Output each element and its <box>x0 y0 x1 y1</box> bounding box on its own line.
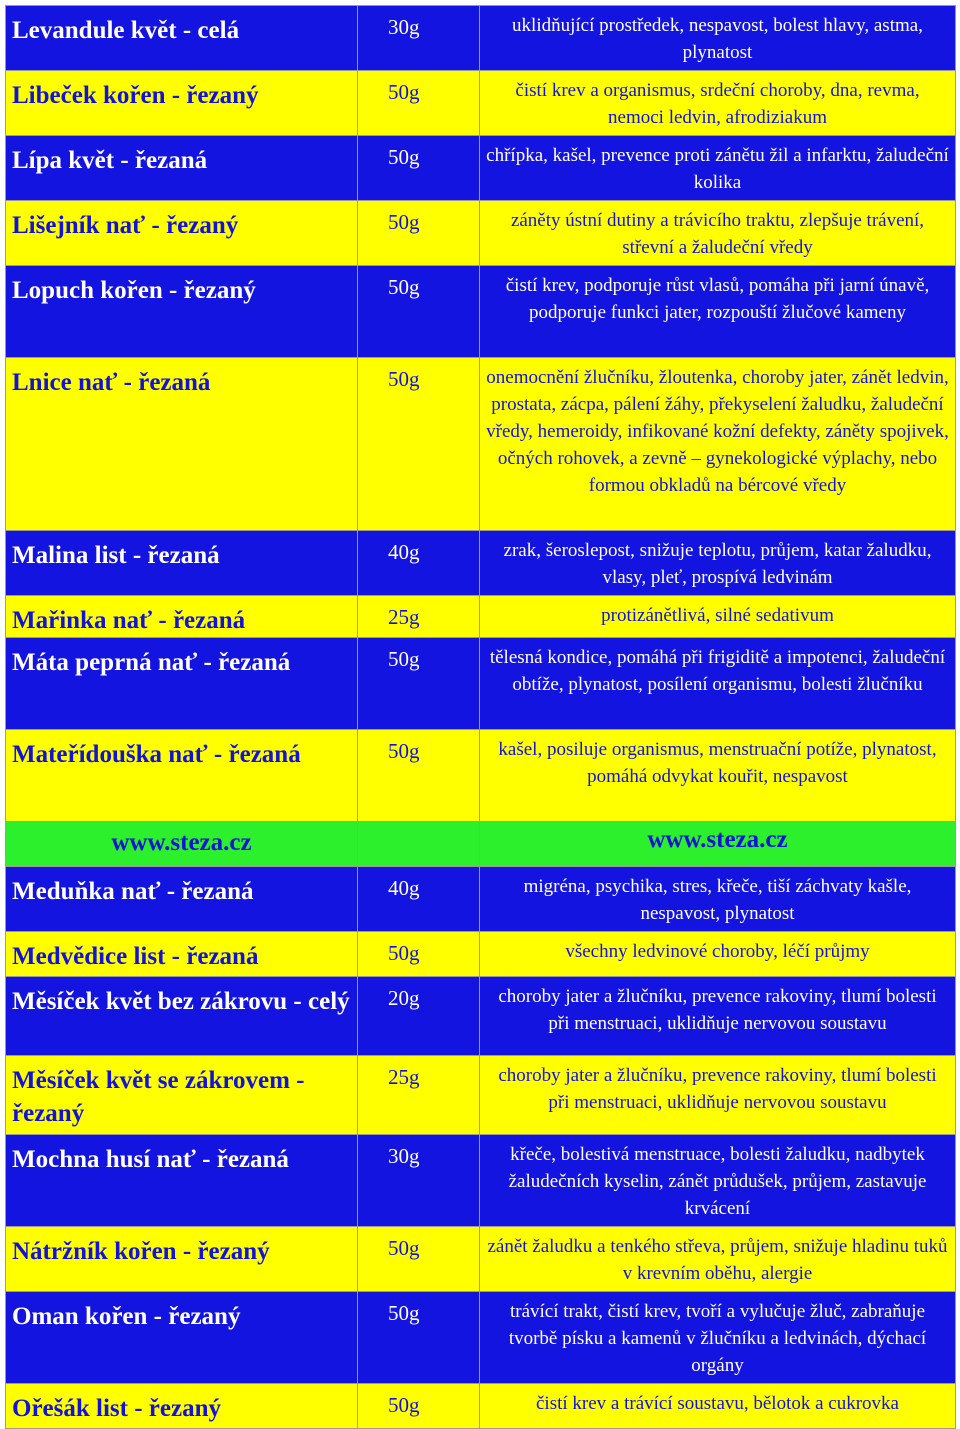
herb-uses: choroby jater a žlučníku, prevence rakoviny, tlumí bolesti při menstruaci, uklidňuje nervovou soustavu <box>480 1056 956 1135</box>
herb-uses: uklidňující prostředek, nespavost, bolest hlavy, astma, plynatost <box>480 6 956 71</box>
herb-quantity: 40g <box>358 867 480 932</box>
herb-name: Mateřídouška nať - řezaná <box>6 730 358 822</box>
herb-name: Mařinka nať - řezaná <box>6 596 358 638</box>
herb-uses: choroby jater a žlučníku, prevence rakoviny, tlumí bolesti při menstruaci, uklidňuje nervovou soustavu <box>480 977 956 1056</box>
herb-row <box>6 201 956 266</box>
website-banner-row <box>6 822 956 867</box>
herb-name: Oman kořen - řezaný <box>6 1292 358 1384</box>
herb-quantity <box>358 822 480 867</box>
herb-name: Lípa květ - řezaná <box>6 136 358 201</box>
herb-row <box>6 1056 956 1135</box>
herb-name: Ořešák list - řezaný <box>6 1384 358 1429</box>
herb-name: Máta peprná nať - řezaná <box>6 638 358 730</box>
herb-uses: zrak, šeroslepost, snižuje teplotu, průjem, katar žaludku, vlasy, pleť, prospívá ledvinám <box>480 531 956 596</box>
herb-uses: kašel, posiluje organismus, menstruační potíže, plynatost, pomáhá odvykat kouřit, nespavost <box>480 730 956 822</box>
website-link: www.steza.cz <box>6 822 358 867</box>
herb-quantity: 50g <box>358 730 480 822</box>
herb-row <box>6 266 956 358</box>
herb-uses: trávící trakt, čistí krev, tvoří a vylučuje žluč, zabraňuje tvorbě písku a kamenů v žlučníku a ledvinách, dýchací orgány <box>480 1292 956 1384</box>
herb-uses: zánět žaludku a tenkého střeva, průjem, snižuje hladinu tuků v krevním oběhu, alergie <box>480 1227 956 1292</box>
herb-quantity: 50g <box>358 136 480 201</box>
herb-row <box>6 6 956 71</box>
herb-quantity: 50g <box>358 638 480 730</box>
herb-name: Meduňka nať - řezaná <box>6 867 358 932</box>
herb-quantity: 50g <box>358 266 480 358</box>
herb-quantity: 50g <box>358 201 480 266</box>
herb-uses: všechny ledvinové choroby, léčí průjmy <box>480 932 956 977</box>
herb-quantity: 40g <box>358 531 480 596</box>
herb-quantity: 25g <box>358 596 480 638</box>
herb-quantity: 50g <box>358 71 480 136</box>
herb-row <box>6 358 956 531</box>
herb-table <box>5 5 956 1429</box>
herb-quantity: 30g <box>358 6 480 71</box>
herb-row <box>6 136 956 201</box>
herb-row <box>6 977 956 1056</box>
herb-row <box>6 1292 956 1384</box>
herb-name: Lopuch kořen - řezaný <box>6 266 358 358</box>
herb-quantity: 20g <box>358 977 480 1056</box>
herb-uses: protizánětlivá, silné sedativum <box>480 596 956 638</box>
herb-uses: čistí krev a trávící soustavu, bělotok a cukrovka <box>480 1384 956 1429</box>
herb-quantity: 50g <box>358 358 480 531</box>
herb-name: Měsíček květ se zákrovem - řezaný <box>6 1056 358 1135</box>
herb-row <box>6 531 956 596</box>
herb-row <box>6 596 956 638</box>
herb-name: Medvědice list - řezaná <box>6 932 358 977</box>
herb-name: Lnice nať - řezaná <box>6 358 358 531</box>
herb-quantity: 50g <box>358 932 480 977</box>
herb-row <box>6 638 956 730</box>
herb-name: Malina list - řezaná <box>6 531 358 596</box>
herb-name: Nátržník kořen - řezaný <box>6 1227 358 1292</box>
herb-name: Levandule květ - celá <box>6 6 358 71</box>
herb-quantity: 50g <box>358 1227 480 1292</box>
herb-name: Lišejník nať - řezaný <box>6 201 358 266</box>
herb-row <box>6 932 956 977</box>
herb-quantity: 50g <box>358 1292 480 1384</box>
herb-uses: čistí krev, podporuje růst vlasů, pomáha při jarní únavě, podporuje funkci jater, rozpouští žlučové kameny <box>480 266 956 358</box>
herb-name: Měsíček květ bez zákrovu - celý <box>6 977 358 1056</box>
herb-row <box>6 1384 956 1429</box>
herb-row <box>6 1135 956 1227</box>
herb-uses: chřípka, kašel, prevence proti zánětu žil a infarktu, žaludeční kolika <box>480 136 956 201</box>
herb-quantity: 30g <box>358 1135 480 1227</box>
herb-row <box>6 867 956 932</box>
herb-uses: křeče, bolestivá menstruace, bolesti žaludku, nadbytek žaludečních kyselin, zánět průdušek, průjem, zastavuje krvácení <box>480 1135 956 1227</box>
herb-uses: migréna, psychika, stres, křeče, tiší záchvaty kašle, nespavost, plynatost <box>480 867 956 932</box>
herb-quantity: 50g <box>358 1384 480 1429</box>
herb-table-body <box>6 6 956 1429</box>
website-link: www.steza.cz <box>480 822 956 867</box>
herb-row <box>6 1227 956 1292</box>
herb-name: Libeček kořen - řezaný <box>6 71 358 136</box>
herb-uses: čistí krev a organismus, srdeční choroby, dna, revma, nemoci ledvin, afrodiziakum <box>480 71 956 136</box>
herb-row <box>6 71 956 136</box>
herb-uses: tělesná kondice, pomáhá při frigiditě a impotenci, žaludeční obtíže, plynatost, posílení organismu, bolesti žlučníku <box>480 638 956 730</box>
herb-row <box>6 730 956 822</box>
herb-uses: záněty ústní dutiny a trávicího traktu, zlepšuje trávení, střevní a žaludeční vředy <box>480 201 956 266</box>
herb-quantity: 25g <box>358 1056 480 1135</box>
herb-uses: onemocnění žlučníku, žloutenka, choroby jater, zánět ledvin, prostata, zácpa, pálení žáhy, překyselení žaludku, žaludeční vředy, hemeroidy, infikované kožní defekty, záněty spojivek, očných rohovek, a zevně – gynekologické výplachy, nebo formou obkladů na bércové vředy <box>480 358 956 531</box>
herb-name: Mochna husí nať - řezaná <box>6 1135 358 1227</box>
